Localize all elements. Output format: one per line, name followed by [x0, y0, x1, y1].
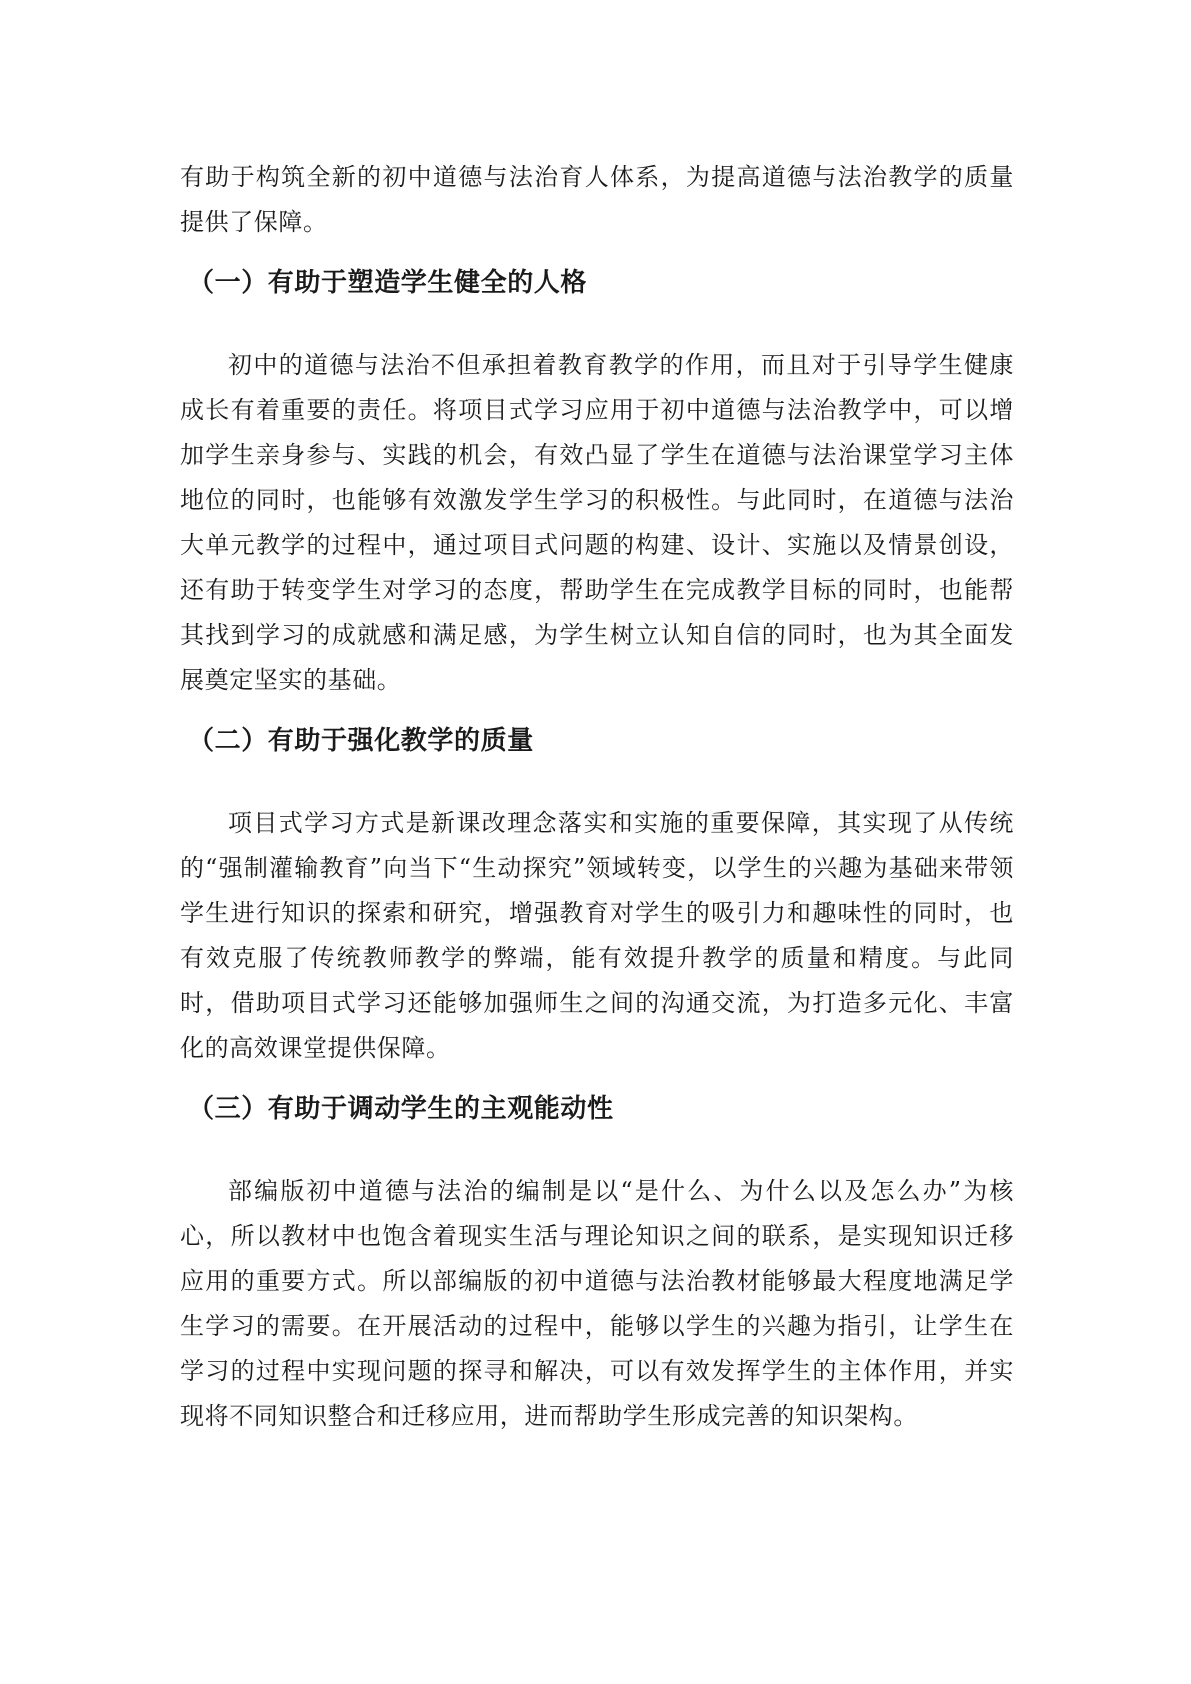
spacer	[180, 1129, 1014, 1169]
spacer	[180, 1071, 1014, 1089]
spacer	[180, 703, 1014, 721]
section-heading-2: （二）有助于强化教学的质量	[188, 726, 534, 756]
intro-paragraph: 有助于构筑全新的初中道德与法治育人体系，为提高道德与法治教学的质量提供了保障。	[180, 163, 1014, 236]
section-paragraph-3: 部编版初中道德与法治的编制是以“是什么、为什么以及怎么办”为核心，所以教材中也饱含着现实生活与理论知识之间的联系，是实现知识迁移应用的重要方式。所以部编版的初中道德与法治教材能够最大程度地满足学生学习的需要。在开展活动的过程中，能够以学生的兴趣为指引，让学生在学习的过程中实现问题的探寻和解决，可以有效发挥学生的主体作用，并实现将不同知识整合和迁移应用，进而帮助学生形成完善的知识架构。	[180, 1177, 1014, 1430]
spacer	[180, 245, 1014, 263]
section-paragraph-2: 项目式学习方式是新课改理念落实和实施的重要保障，其实现了从传统的“强制灌输教育”向当下“生动探究”领域转变，以学生的兴趣为基础来带领学生进行知识的探索和研究，增强教育对学生的吸引力和趣味性的同时，也有效克服了传统教师教学的弊端，能有效提升教学的质量和精度。与此同时，借助项目式学习还能够加强师生之间的沟通交流，为打造多元化、丰富化的高效课堂提供保障。	[180, 809, 1014, 1062]
section-heading-3: （三）有助于调动学生的主观能动性	[188, 1094, 614, 1124]
section-heading-1: （一）有助于塑造学生健全的人格	[188, 268, 588, 298]
spacer	[180, 761, 1014, 801]
section-paragraph-1: 初中的道德与法治不但承担着教育教学的作用，而且对于引导学生健康成长有着重要的责任。将项目式学习应用于初中道德与法治教学中，可以增加学生亲身参与、实践的机会，有效凸显了学生在道德与法治课堂学习主体地位的同时，也能够有效激发学生学习的积极性。与此同时，在道德与法治大单元教学的过程中，通过项目式问题的构建、设计、实施以及情景创设，还有助于转变学生对学习的态度，帮助学生在完成教学目标的同时，也能帮其找到学习的成就感和满足感，为学生树立认知自信的同时，也为其全面发展奠定坚实的基础。	[180, 351, 1014, 694]
document-body	[180, 155, 1014, 1439]
spacer	[180, 303, 1014, 343]
